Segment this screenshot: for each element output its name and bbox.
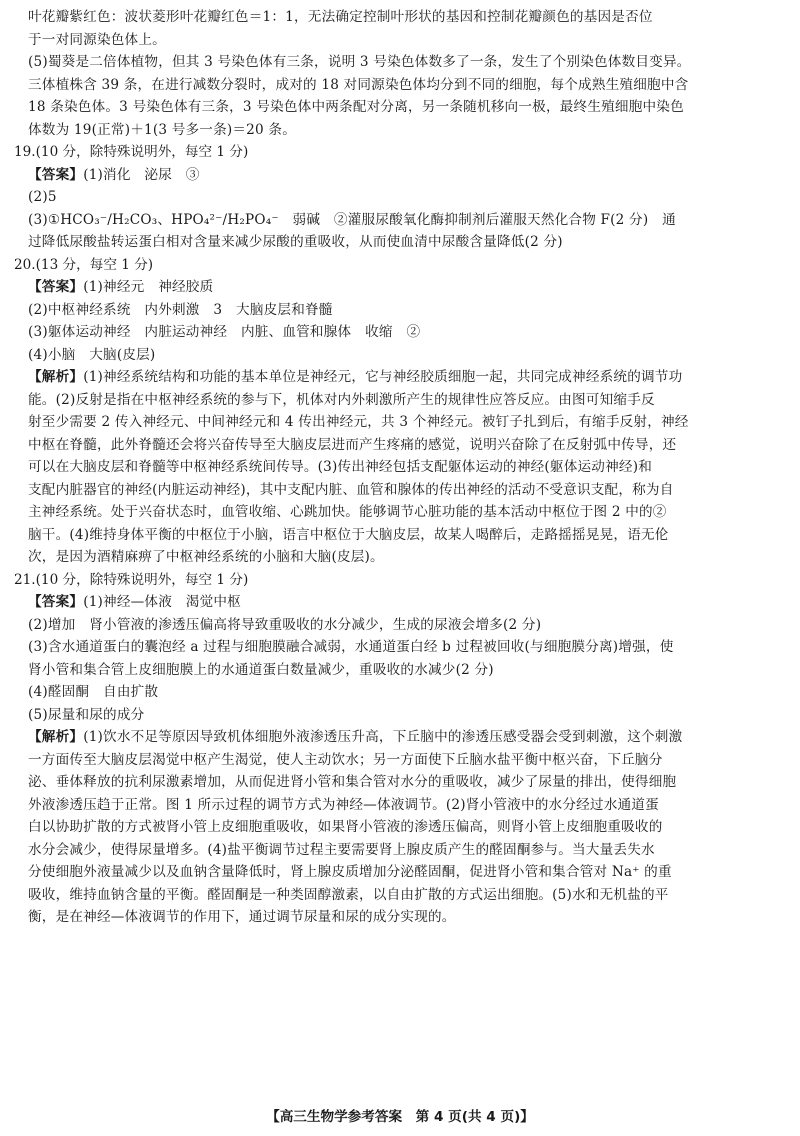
answer-text: (1)消化 泌尿 ③: [83, 166, 200, 183]
text-line: 射至少需要 2 传入神经元、中间神经元和 4 传出神经元，共 3 个神经元。被钉子扎到后，有缩手反射，神经: [28, 414, 689, 430]
page-footer: 【高三生物学参考答案 第 4 页(共 4 页)】: [266, 1109, 534, 1125]
text-line: 三体植株含 39 条，在进行减数分裂时，成对的 18 对同源染色体均分到不同的细胞，每个成熟生殖细胞中含: [28, 76, 689, 93]
text-line: 水分会减少，使得尿量增多。(4)盐平衡调节过程主要需要肾上腺皮质产生的醛固酮参与。当大量丢失水: [28, 841, 655, 858]
question-19-heading: 19.(10 分，除特殊说明外，每空 1 分): [14, 144, 249, 160]
text-line: 支配内脏器官的神经(内脏运动神经)，其中支配内脏、血管和腺体的传出神经的活动不受意识支配，称为自: [28, 481, 674, 498]
question-20-heading: 20.(13 分，每空 1 分): [14, 256, 154, 273]
text-line: (5)蜀葵是二倍体植物，但其 3 号染色体有三条，说明 3 号染色体数多了一条，发生了个别染色体数目变异。: [28, 54, 691, 70]
text-line: 外液渗透压趋于正常。图 1 所示过程的调节方式为神经—体液调节。(2)肾小管液中的水分经过水通道蛋: [28, 796, 659, 813]
q21-answer-line: [14, 591, 786, 614]
text-line: (2)中枢神经系统 内外刺激 3 大脑皮层和脊髓: [28, 301, 333, 318]
answer-page: [14, 6, 786, 929]
text-line: 分使细胞外液量减少以及血钠含量降低时，肾上腺皮质增加分泌醛固酮，促进肾小管和集合管对 Na⁺ 的重: [28, 864, 672, 880]
question-21-heading: 21.(10 分，除特殊说明外，每空 1 分): [14, 571, 249, 588]
text-line: 过降低尿酸盐转运蛋白相对含量来减少尿酸的重吸收，从而使血清中尿酸含量降低(2 分): [28, 234, 563, 250]
answer-text: (1)神经元 神经胶质: [83, 279, 214, 295]
explanation-label: 【解析】: [28, 729, 84, 745]
answer-label: 【答案】: [28, 594, 84, 610]
text-line: (5)尿量和尿的成分: [28, 706, 145, 723]
text-line: 能。(2)反射是指在中枢神经系统的参与下，机体对内外刺激所产生的规律性应答反应。由图可知缩手反: [28, 391, 655, 408]
q20-answer-line: [14, 276, 786, 299]
text-line: 于一对同源染色体上。: [28, 31, 166, 48]
text-line: (3)含水通道蛋白的囊泡经 a 过程与细胞膜融合减弱，水通道蛋白经 b 过程被回收(与细胞膜分离)增强，使: [28, 639, 674, 655]
text-line: 次，是因为酒精麻痹了中枢神经系统的小脑和大脑(皮层)。: [28, 549, 384, 565]
text-line: 叶花瓣紫红色：波状菱形叶花瓣红色＝1：1，无法确定控制叶形状的基因和控制花瓣颜色的基因是否位: [28, 9, 653, 25]
text-line: (4)醛固酮 自由扩散: [28, 684, 159, 700]
text-line: (3)①HCO₃⁻/H₂CO₃、HPO₄²⁻/H₂PO₄⁻ 弱碱 ②灌服尿酸氧化酶抑制剂后灌服天然化合物 F(2 分) 通: [28, 211, 676, 228]
explanation-text: (1)神经系统结构和功能的基本单位是神经元，它与神经胶质细胞一起，共同完成神经系统的调节功: [83, 369, 683, 385]
text-line: 脑干。(4)维持身体平衡的中枢位于小脑，语言中枢位于大脑皮层，故某人喝醉后，走路摇摇晃晃，语无伦: [28, 526, 669, 543]
q19-answer-line: [14, 164, 786, 187]
text-line: 可以在大脑皮层和脊髓等中枢神经系统间传导。(3)传出神经包括支配躯体运动的神经(躯体运动神经)和: [28, 459, 652, 475]
explanation-text: (1)饮水不足等原因导致机体细胞外液渗透压升高，下丘脑中的渗透压感受器会受到刺激，这个刺激: [83, 729, 683, 745]
text-line: 一方面传至大脑皮层渴觉中枢产生渴觉，使人主动饮水；另一方面使下丘脑水盐平衡中枢兴奋，下丘脑分: [28, 751, 663, 768]
answer-label: 【答案】: [28, 279, 84, 295]
text-line: 肾小管和集合管上皮细胞膜上的水通道蛋白数量减少，重吸收的水减少(2 分): [28, 661, 494, 678]
text-line: 衡，是在神经—体液调节的作用下，通过调节尿量和尿的成分实现的。: [28, 909, 456, 925]
text-line: (2)5: [28, 189, 57, 205]
text-line: 主神经系统。处于兴奋状态时，血管收缩、心跳加快。能够调节心脏功能的基本活动中枢位于图 2 中的②: [28, 504, 667, 520]
text-line: 体数为 19(正常)＋1(3 号多一条)＝20 条。: [28, 121, 296, 138]
text-line: (2)增加 肾小管液的渗透压偏高将导致重吸收的水分减少，生成的尿液会增多(2 分): [28, 616, 542, 633]
answer-label: 【答案】: [28, 166, 84, 183]
text-line: (4)小脑 大脑(皮层): [28, 346, 156, 363]
text-line: 中枢在脊髓，此外脊髓还会将兴奋传导至大脑皮层进而产生疼痛的感觉，说明兴奋除了在反射弧中传导，还: [28, 436, 677, 453]
text-line: 泌、垂体释放的抗利尿激素增加，从而促进肾小管和集合管对水分的重吸收，减少了尿量的排出，使得细胞: [28, 774, 677, 790]
text-line: 吸收，维持血钠含量的平衡。醛固酮是一种类固醇激素，以自由扩散的方式运出细胞。(5)水和无机盐的平: [28, 886, 669, 903]
text-line: (3)躯体运动神经 内脏运动神经 内脏、血管和腺体 收缩 ②: [28, 324, 421, 340]
q21-explanation-line: [14, 726, 786, 749]
answer-text: (1)神经—体液 渴觉中枢: [83, 594, 241, 610]
text-line: 18 条染色体。3 号染色体有三条，3 号染色体中两条配对分离，另一条随机移向一极，最终生殖细胞中染色: [28, 99, 684, 115]
explanation-label: 【解析】: [28, 369, 84, 385]
q20-explanation-line: [14, 366, 786, 389]
text-line: 白以协助扩散的方式被肾小管上皮细胞重吸收，如果肾小管液的渗透压偏高，则肾小管上皮细胞重吸收的: [28, 819, 663, 835]
